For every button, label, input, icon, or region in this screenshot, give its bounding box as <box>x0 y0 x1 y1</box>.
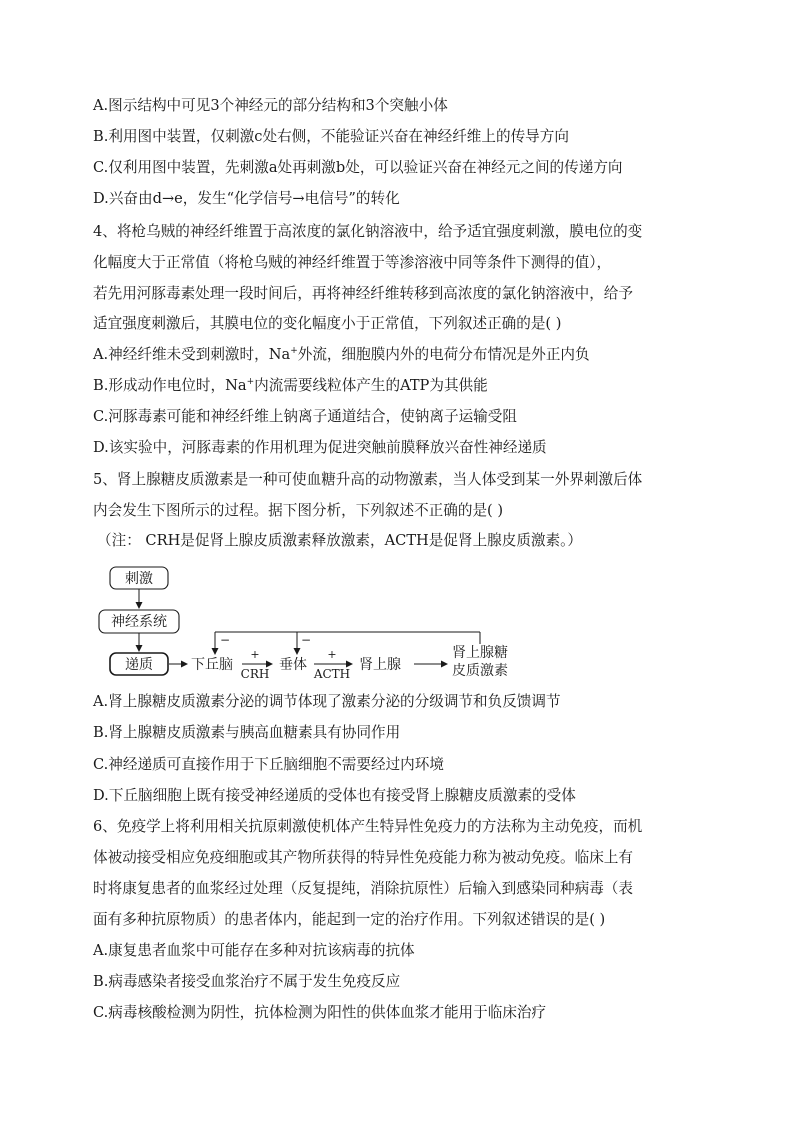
q4-stem-line-1: 4、将枪乌贼的神经纤维置于高浓度的氯化钠溶液中，给予适宜强度刺激，膜电位的变 <box>93 223 643 240</box>
crh-label: CRH <box>240 667 270 681</box>
q6-option-a: A.康复患者血浆中可能存在多种对抗该病毒的抗体 <box>93 942 415 959</box>
q6-stem-line-1: 6、免疫学上将利用相关抗原刺激使机体产生特异性免疫力的方法称为主动免疫，而机 <box>93 818 643 835</box>
q5-hormone-regulation-diagram <box>92 560 522 685</box>
transmitter-label: 递质 <box>125 657 153 673</box>
q3-option-d: D.兴奋由d→e，发生“化学信号→电信号”的转化 <box>93 190 400 207</box>
hypothalamus-label: 下丘脑 <box>191 657 233 673</box>
q5-note: （注： CRH是促肾上腺皮质激素释放激素，ACTH是促肾上腺皮质激素。） <box>97 532 583 549</box>
q6-stem-line-2: 体被动接受相应免疫细胞或其产物所获得的特异性免疫能力称为被动免疫。临床上有 <box>93 849 633 866</box>
q5-option-d: D.下丘脑细胞上既有接受神经递质的受体也有接受肾上腺糖皮质激素的受体 <box>93 787 576 804</box>
hormone-label-line-2: 皮质激素 <box>452 663 508 679</box>
q4-stem-line-2: 化幅度大于正常值（将枪乌贼的神经纤维置于等渗溶液中同等条件下测得的值）， <box>93 254 612 271</box>
q5-option-c: C.神经递质可直接作用于下丘脑细胞不需要经过内环境 <box>93 756 444 773</box>
q4-option-b-pre: B.形成动作电位时，Na <box>93 377 247 394</box>
feedback-minus-pituitary: − <box>301 633 312 647</box>
crh-plus-sign: + <box>250 648 260 661</box>
q4-stem-line-3: 若先用河豚毒素处理一段时间后，再将神经纤维转移到高浓度的氯化钠溶液中，给予 <box>93 285 633 302</box>
q4-stem-line-4: 适宜强度刺激后，其膜电位的变化幅度小于正常值，下列叙述正确的是( ) <box>93 315 562 332</box>
q3-option-b: B.利用图中装置，仅刺激c处右侧，不能验证兴奋在神经纤维上的传导方向 <box>93 128 569 145</box>
q4-option-c: C.河豚毒素可能和神经纤维上钠离子通道结合，使钠离子运输受阻 <box>93 408 517 425</box>
superscript-plus: + <box>290 346 298 357</box>
q5-option-a: A.肾上腺糖皮质激素分泌的调节体现了激素分泌的分级调节和负反馈调节 <box>93 693 561 710</box>
superscript-plus: + <box>246 377 255 388</box>
q4-option-a <box>93 345 590 365</box>
q4-option-b-post: 内流需要线粒体产生的ATP为其供能 <box>254 377 488 394</box>
acth-plus-sign: + <box>327 648 337 661</box>
pituitary-label: 垂体 <box>279 657 307 673</box>
q5-stem-line-1: 5、肾上腺糖皮质激素是一种可使血糖升高的动物激素，当人体受到某一外界刺激后体 <box>93 471 643 488</box>
q5-option-b: B.肾上腺糖皮质激素与胰高血糖素具有协同作用 <box>93 724 401 741</box>
q4-option-a-post: 外流，细胞膜内外的电荷分布情况是外正内负 <box>297 346 590 363</box>
stimulus-label: 刺激 <box>125 571 153 587</box>
adrenal-gland-label: 肾上腺 <box>359 657 401 673</box>
q6-option-c: C.病毒核酸检测为阴性，抗体检测为阳性的供体血浆才能用于临床治疗 <box>93 1004 547 1021</box>
q6-stem-line-4: 面有多种抗原物质）的患者体内，能起到一定的治疗作用。下列叙述错误的是( ) <box>93 911 606 928</box>
q3-option-a: A.图示结构中可见3个神经元的部分结构和3个突触小体 <box>93 97 448 114</box>
q6-stem-line-3: 时将康复患者的血浆经过处理（反复提纯，消除抗原性）后输入到感染同种病毒（表 <box>93 880 633 897</box>
q4-option-b <box>93 376 488 396</box>
feedback-minus-hypothalamus: − <box>220 633 231 647</box>
acth-label: ACTH <box>313 667 351 681</box>
q4-option-a-pre: A.神经纤维未受到刺激时，Na <box>93 346 291 363</box>
hormone-label-line-1: 肾上腺糖 <box>452 645 508 661</box>
q3-option-c: C.仅利用图中装置，先刺激a处再刺激b处，可以验证兴奋在神经元之间的传递方向 <box>93 159 623 176</box>
q6-option-b: B.病毒感染者接受血浆治疗不属于发生免疫反应 <box>93 973 401 990</box>
q5-stem-line-2: 内会发生下图所示的过程。据下图分析，下列叙述不正确的是( ) <box>93 502 504 519</box>
q4-option-d: D.该实验中，河豚毒素的作用机理为促进突触前膜释放兴奋性神经递质 <box>93 439 547 456</box>
nervous-system-label: 神经系统 <box>111 614 167 630</box>
